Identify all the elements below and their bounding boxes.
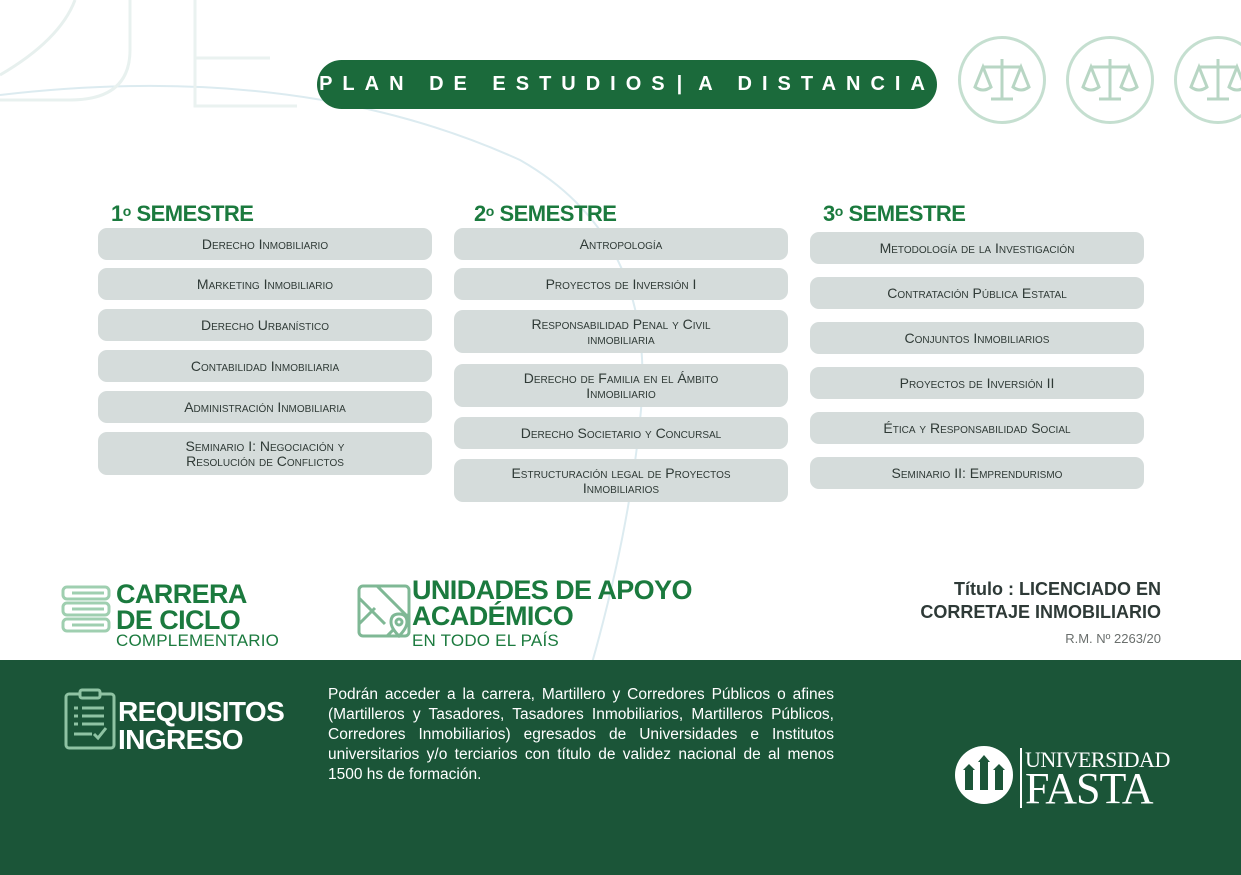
course-name: Conjuntos Inmobiliarios [904, 329, 1050, 346]
career-line: DE CICLO [116, 605, 241, 635]
course-name: Proyectos de Inversión II [899, 374, 1055, 391]
course-name: Contratación Pública Estatal [887, 284, 1067, 301]
semester-number: 3 [823, 201, 835, 226]
requirements-title [118, 698, 284, 754]
career-line: CARRERA [116, 579, 247, 609]
course-card [98, 391, 432, 423]
course-name: Derecho Urbanístico [200, 316, 329, 333]
course-name: Contabilidad Inmobiliaria [190, 357, 340, 374]
course-name: Antropología [579, 235, 663, 252]
semester-label: SEMESTRE [136, 201, 254, 226]
header-separator: | [676, 73, 693, 95]
plan-de-estudios-banner [317, 60, 937, 109]
course-name: Inmobiliarios [582, 479, 660, 496]
career-title [116, 581, 247, 633]
semester-number: 1 [111, 201, 123, 226]
checklist-icon [64, 688, 116, 750]
logo-university-text: UNIVERSIDAD [1025, 747, 1170, 772]
semester-label: SEMESTRE [848, 201, 966, 226]
semester-2-title: 2$^o$ SEMESTRE [474, 201, 617, 226]
support-subtitle: EN TODO EL PAÍS [412, 631, 559, 650]
course-card [454, 310, 788, 353]
semester-1-title: 1$^o$ SEMESTRE [111, 201, 254, 226]
course-card [454, 364, 788, 407]
semester-number: 2 [474, 201, 486, 226]
books-icon [60, 584, 112, 636]
requirements-text: Podrán acceder a la carrera, Martillero y Corredores Públicos o afines (Martilleros y Tasadores, Tasadores Inmobiliarios, Martilleros Públicos, Corredores Inmobiliarios) egresados de Universidades e Institutos universitarios y/o terciarios con título de validez nacional de al menos 1500 hs de formación. [328, 686, 834, 783]
degree-line: LICENCIADO EN [1018, 579, 1161, 599]
course-card [454, 228, 788, 260]
program-title: PLAN DE ESTUDIOS [319, 73, 675, 95]
degree-prefix: Título : [954, 579, 1019, 599]
degree-block [920, 578, 1161, 646]
course-card [810, 322, 1144, 354]
career-subtitle: COMPLEMENTARIO [116, 631, 280, 650]
course-card [810, 232, 1144, 264]
logo-fasta-text: FASTA [1025, 764, 1153, 813]
course-card [810, 457, 1144, 489]
support-line: ACADÉMICO [412, 601, 574, 631]
balance-scale-icon [958, 36, 1046, 124]
course-card [454, 268, 788, 300]
course-name: Responsabilidad Penal y Civil [531, 315, 711, 332]
course-name: Derecho Inmobiliario [201, 235, 329, 252]
requirements-line: REQUISITOS [118, 696, 285, 727]
course-name: Proyectos de Inversión I [545, 275, 697, 292]
course-name: Ética y Responsabilidad Social [883, 419, 1071, 436]
course-card [810, 277, 1144, 309]
course-name: Metodología de la Investigación [879, 239, 1075, 256]
course-card [98, 309, 432, 341]
course-name: Derecho de Familia en el Ámbito [523, 369, 719, 386]
course-card [810, 412, 1144, 444]
logo-divider [1020, 748, 1022, 808]
course-card [810, 367, 1144, 399]
course-name: Derecho Societario y Concursal [520, 424, 722, 441]
support-title [412, 577, 692, 629]
degree-line: CORRETAJE INMOBILIARIO [920, 602, 1161, 622]
modality-title: A DISTANCIA [698, 73, 935, 95]
course-card [454, 417, 788, 449]
degree-resolution: R.M. Nº 2263/20 [1065, 631, 1161, 646]
course-name: Marketing Inmobiliario [196, 275, 334, 292]
course-card [98, 432, 432, 475]
balance-scale-icon [1174, 36, 1241, 124]
course-name: inmobiliaria [587, 330, 655, 347]
course-card [98, 350, 432, 382]
course-name: Administración Inmobiliaria [184, 398, 346, 415]
course-name: Seminario II: Emprendurismo [891, 464, 1063, 481]
support-line: UNIDADES DE APOYO [412, 575, 692, 605]
course-card [98, 268, 432, 300]
balance-scale-icon [1066, 36, 1154, 124]
map-pin-icon [357, 584, 411, 638]
course-name: Estructuración legal de Proyectos [511, 464, 731, 481]
semester-label: SEMESTRE [499, 201, 617, 226]
course-card [454, 459, 788, 502]
course-name: Seminario I: Negociación y [185, 437, 345, 454]
course-card [98, 228, 432, 260]
course-name: Inmobiliario [586, 384, 656, 401]
course-name: Resolución de Conflictos [186, 452, 344, 469]
university-logo-icon [953, 744, 1015, 806]
requirements-line: INGRESO [118, 724, 243, 755]
semester-3-title: 3$^o$ SEMESTRE [823, 201, 966, 226]
